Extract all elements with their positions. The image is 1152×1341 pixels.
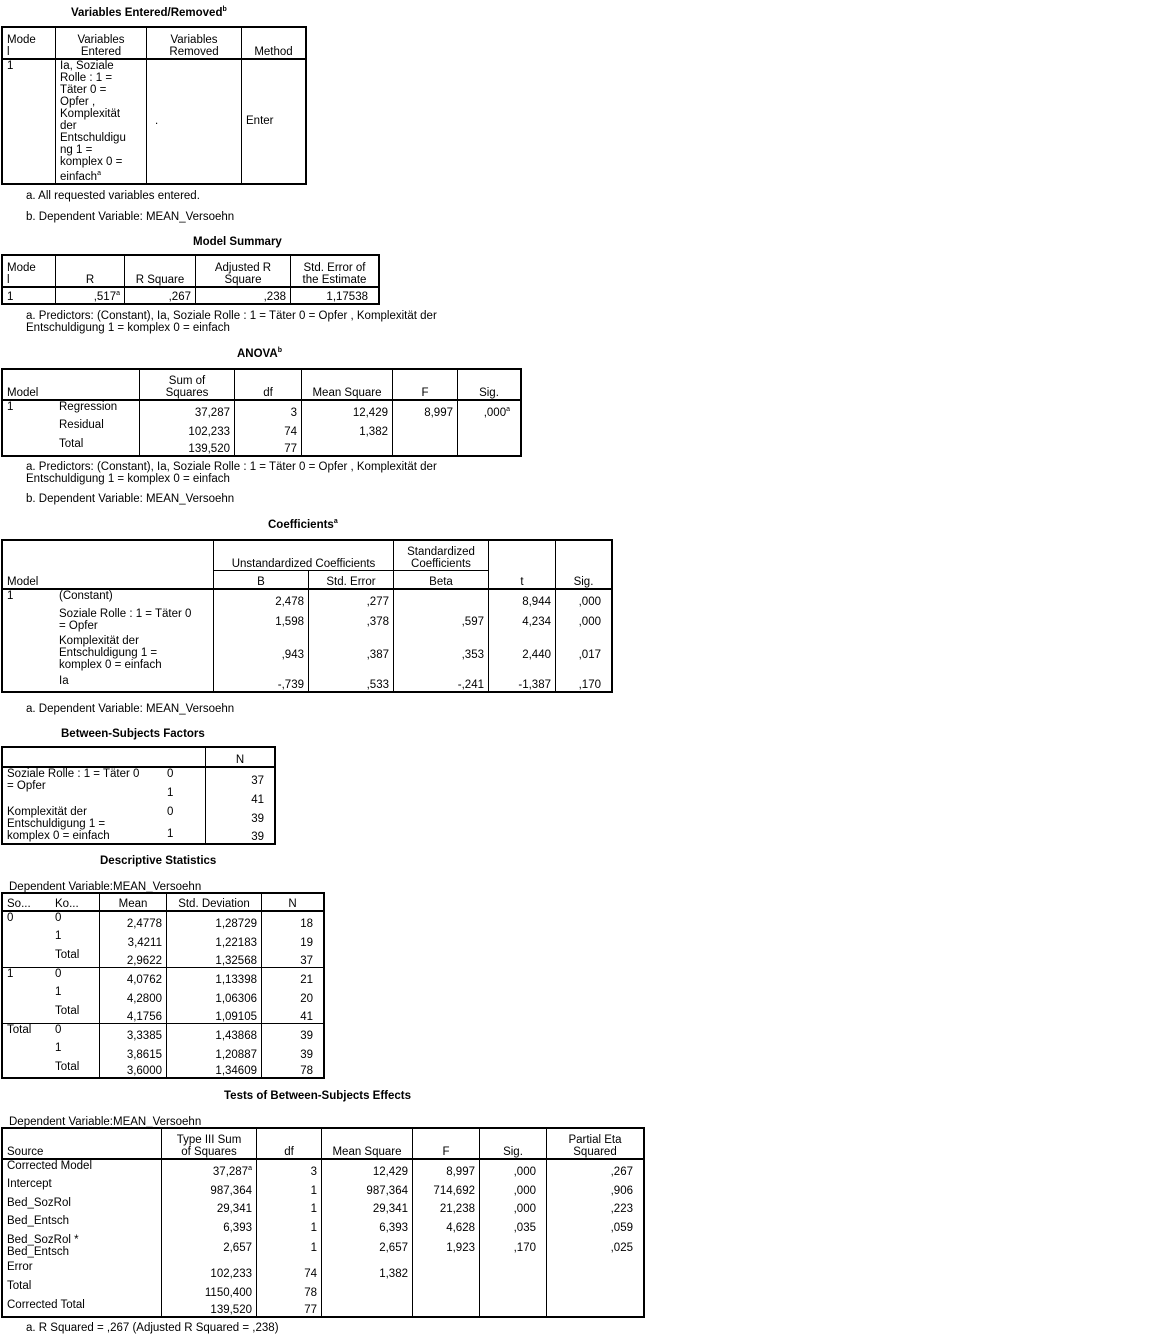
tests-source: Intercept bbox=[7, 1178, 52, 1190]
cell-t: 4,234 bbox=[489, 608, 556, 635]
col-n: N bbox=[206, 747, 276, 767]
cell-t: 8,944 bbox=[489, 589, 556, 608]
cell-model bbox=[2, 635, 55, 675]
bsf-n: 39 bbox=[206, 806, 276, 825]
cell-model bbox=[2, 675, 55, 692]
group-unstd: Unstandardized Coefficients bbox=[214, 540, 394, 570]
model-summary-note: a. Predictors: (Constant), Ia, Soziale Rolle : 1 = Täter 0 = Opfer , Komplexität der Entschuldigung 1 = komplex 0 = einfach bbox=[26, 310, 437, 334]
tests-df: 1 bbox=[257, 1178, 322, 1197]
cell-t: -1,387 bbox=[489, 675, 556, 692]
tests-ss: 987,364 bbox=[162, 1178, 257, 1197]
cell-ms: 12,429 bbox=[302, 400, 393, 419]
col-source: Source bbox=[2, 1128, 162, 1159]
cell-model: 1 bbox=[7, 60, 14, 72]
col-ms: Mean Square bbox=[302, 369, 393, 400]
tests-eta bbox=[547, 1261, 645, 1280]
cell-se: 1,17538 bbox=[291, 287, 380, 304]
bsf-factor-label: Komplexität der Entschuldigung 1 = komplex 0 = einfach bbox=[7, 806, 110, 842]
tests-ms: 1,382 bbox=[322, 1261, 413, 1280]
tests-df: 1 bbox=[257, 1197, 322, 1215]
desc-mean: 3,6000 bbox=[100, 1061, 167, 1078]
tests-eta: ,059 bbox=[547, 1215, 645, 1234]
desc-ko: 1 bbox=[55, 930, 62, 942]
tests-f: 21,238 bbox=[413, 1197, 480, 1215]
col-method: Method bbox=[242, 27, 307, 59]
tests-ss: 1150,400 bbox=[162, 1280, 257, 1299]
coef-row-soziale-rolle bbox=[2, 608, 612, 635]
tests-row bbox=[2, 1197, 644, 1215]
col-std-error: Std. Error of the Estimate bbox=[291, 255, 380, 287]
tests-ss: 139,520 bbox=[162, 1299, 257, 1317]
col-eta: Partial Eta Squared bbox=[547, 1128, 645, 1159]
cell-label: Total bbox=[59, 438, 84, 450]
var-entered-title: Variables Entered/Removed$^b$ bbox=[71, 6, 227, 19]
desc-row bbox=[2, 930, 324, 949]
desc-table bbox=[1, 892, 325, 1079]
cell-r: ,517$^a$ bbox=[56, 287, 125, 304]
desc-sd: 1,20887 bbox=[167, 1042, 262, 1061]
anova-table bbox=[1, 368, 522, 457]
cell-label: Residual bbox=[59, 419, 104, 431]
coef-row-komplexitaet bbox=[2, 635, 612, 675]
tests-ss: 102,233 bbox=[162, 1261, 257, 1280]
anova-note-a: a. Predictors: (Constant), Ia, Soziale Rolle : 1 = Täter 0 = Opfer , Komplexität der Entschuldigung 1 = komplex 0 = einfach bbox=[26, 461, 437, 485]
var-entered-note-a: a. All requested variables entered. bbox=[26, 190, 200, 202]
col-sig: Sig. bbox=[458, 369, 522, 400]
cell-beta: -,241 bbox=[394, 675, 489, 692]
cell-ss: 37,287 bbox=[140, 400, 235, 419]
model-summary-table bbox=[1, 254, 380, 305]
desc-row bbox=[2, 949, 324, 967]
tests-row bbox=[2, 1215, 644, 1234]
tests-dv: Dependent Variable:MEAN_Versoehn bbox=[9, 1116, 202, 1128]
cell-label: (Constant) bbox=[59, 590, 113, 602]
tests-eta: ,223 bbox=[547, 1197, 645, 1215]
tests-ss: 2,657 bbox=[162, 1234, 257, 1261]
tests-eta bbox=[547, 1299, 645, 1317]
cell-df: 3 bbox=[235, 400, 302, 419]
desc-n: 39 bbox=[262, 1042, 325, 1061]
var-entered-table bbox=[1, 26, 307, 185]
desc-dv: Dependent Variable:MEAN_Versoehn bbox=[9, 881, 202, 893]
tests-sig: ,000 bbox=[480, 1159, 547, 1178]
hdr-blank-2 bbox=[163, 747, 206, 767]
tests-ss: 6,393 bbox=[162, 1215, 257, 1234]
tests-df: 78 bbox=[257, 1280, 322, 1299]
desc-row bbox=[2, 911, 324, 930]
anova-row-regression bbox=[2, 400, 521, 419]
col-mean: Mean bbox=[100, 893, 167, 911]
desc-mean: 3,8615 bbox=[100, 1042, 167, 1061]
col-df: df bbox=[257, 1128, 322, 1159]
desc-ko: 0 bbox=[55, 912, 62, 924]
desc-ko: 0 bbox=[51, 967, 100, 986]
desc-sd: 1,34609 bbox=[167, 1061, 262, 1078]
desc-title: Descriptive Statistics bbox=[100, 855, 217, 867]
tests-ms: 987,364 bbox=[322, 1178, 413, 1197]
hdr-blank-t bbox=[489, 540, 556, 570]
col-label bbox=[55, 570, 214, 589]
desc-sd: 1,13398 bbox=[167, 967, 262, 986]
tests-df: 1 bbox=[257, 1234, 322, 1261]
anova-row-residual bbox=[2, 419, 521, 438]
tests-sig: ,000 bbox=[480, 1178, 547, 1197]
bsf-table bbox=[1, 746, 276, 845]
cell-model: 1 bbox=[7, 590, 14, 602]
desc-so: Total bbox=[7, 1023, 32, 1036]
desc-mean: 4,2800 bbox=[100, 986, 167, 1005]
col-sd: Std. Deviation bbox=[167, 893, 262, 911]
desc-n: 18 bbox=[262, 911, 325, 930]
desc-mean: 2,9622 bbox=[100, 949, 167, 967]
hdr-blank-sig bbox=[556, 540, 613, 570]
cell-f bbox=[393, 438, 458, 456]
col-df: df bbox=[235, 369, 302, 400]
desc-row bbox=[2, 986, 324, 1005]
cell-model: 1 bbox=[7, 291, 14, 303]
tests-sig: ,170 bbox=[480, 1234, 547, 1261]
tests-source: Corrected Total bbox=[7, 1299, 85, 1311]
cell-f bbox=[393, 419, 458, 438]
cell-removed: . bbox=[147, 59, 242, 184]
model-summary-title: Model Summary bbox=[193, 236, 282, 248]
cell-se: ,533 bbox=[309, 675, 394, 692]
hdr-blank-1 bbox=[2, 747, 163, 767]
cell-beta: ,597 bbox=[394, 608, 489, 635]
cell-entered: Ia, Soziale Rolle : 1 = Täter 0 = Opfer , Komplexität der Entschuldigu ng 1 = komplex 0 = einfach$^a$ bbox=[56, 59, 147, 184]
col-model: Model bbox=[2, 369, 55, 400]
cell-b: -,739 bbox=[214, 675, 309, 692]
desc-n: 39 bbox=[262, 1023, 325, 1042]
tests-f: 714,692 bbox=[413, 1178, 480, 1197]
desc-n: 20 bbox=[262, 986, 325, 1005]
tests-ms: 12,429 bbox=[322, 1159, 413, 1178]
bsf-n: 41 bbox=[206, 787, 276, 806]
tests-row bbox=[2, 1234, 644, 1261]
col-f: F bbox=[393, 369, 458, 400]
tests-f bbox=[413, 1280, 480, 1299]
tests-source: Bed_Entsch bbox=[7, 1215, 70, 1227]
tests-ss: 29,341 bbox=[162, 1197, 257, 1215]
tests-ss: 37,287$^a$ bbox=[162, 1159, 257, 1178]
hdr-blank-2 bbox=[55, 540, 214, 570]
tests-sig bbox=[480, 1280, 547, 1299]
cell-beta: ,353 bbox=[394, 635, 489, 675]
desc-sd: 1,09105 bbox=[167, 1005, 262, 1023]
anova-note-b: b. Dependent Variable: MEAN_Versoehn bbox=[26, 493, 235, 505]
desc-so: 0 bbox=[7, 912, 14, 924]
tests-f: 8,997 bbox=[413, 1159, 480, 1178]
col-sig: Sig. bbox=[480, 1128, 547, 1159]
tests-source: Corrected Model bbox=[7, 1160, 93, 1172]
tests-source: Bed_SozRol * Bed_Entsch bbox=[7, 1234, 79, 1258]
bsf-factor-label: Soziale Rolle : 1 = Täter 0 = Opfer bbox=[7, 768, 140, 792]
col-removed: Variables Removed bbox=[147, 27, 242, 59]
tests-df: 1 bbox=[257, 1215, 322, 1234]
tests-df: 74 bbox=[257, 1261, 322, 1280]
tests-ms: 2,657 bbox=[322, 1234, 413, 1261]
bsf-title: Between-Subjects Factors bbox=[61, 728, 205, 740]
desc-ko: Total bbox=[51, 1005, 100, 1023]
bsf-n: 37 bbox=[206, 767, 276, 787]
desc-n: 21 bbox=[262, 967, 325, 986]
desc-row bbox=[2, 1061, 324, 1078]
cell-sig: ,000 bbox=[556, 589, 613, 608]
desc-sd: 1,06306 bbox=[167, 986, 262, 1005]
cell-sig: ,170 bbox=[556, 675, 613, 692]
tests-sig: ,000 bbox=[480, 1197, 547, 1215]
col-t: t bbox=[489, 570, 556, 589]
bsf-level: 1 bbox=[167, 828, 174, 840]
desc-sd: 1,43868 bbox=[167, 1023, 262, 1042]
desc-sd: 1,32568 bbox=[167, 949, 262, 967]
col-ko: Ko... bbox=[51, 893, 100, 911]
desc-row bbox=[2, 1023, 324, 1042]
cell-sig: ,000$^a$ bbox=[458, 400, 522, 419]
tests-f bbox=[413, 1299, 480, 1317]
tests-row bbox=[2, 1178, 644, 1197]
cell-ms: 1,382 bbox=[302, 419, 393, 438]
tests-row bbox=[2, 1280, 644, 1299]
tests-row bbox=[2, 1261, 644, 1280]
tests-ms bbox=[322, 1280, 413, 1299]
desc-mean: 3,3385 bbox=[100, 1023, 167, 1042]
desc-n: 78 bbox=[262, 1061, 325, 1078]
cell-beta bbox=[394, 589, 489, 608]
cell-label: Ia bbox=[59, 675, 69, 687]
tests-f bbox=[413, 1261, 480, 1280]
bsf-level: 1 bbox=[167, 787, 174, 799]
col-model: Mode l bbox=[2, 27, 56, 59]
coef-row-constant bbox=[2, 589, 612, 608]
cell-ms bbox=[302, 438, 393, 456]
cell-model: 1 bbox=[7, 401, 14, 413]
tests-f: 1,923 bbox=[413, 1234, 480, 1261]
tests-row bbox=[2, 1159, 644, 1178]
tests-row bbox=[2, 1299, 644, 1317]
cell-ss: 102,233 bbox=[140, 419, 235, 438]
desc-row bbox=[2, 967, 324, 986]
tests-eta: ,025 bbox=[547, 1234, 645, 1261]
tests-df: 3 bbox=[257, 1159, 322, 1178]
tests-table bbox=[1, 1127, 645, 1318]
desc-n: 37 bbox=[262, 949, 325, 967]
cell-adj: ,238 bbox=[196, 287, 291, 304]
col-so: So... bbox=[2, 893, 51, 911]
tests-ms: 6,393 bbox=[322, 1215, 413, 1234]
cell-sig: ,000 bbox=[556, 608, 613, 635]
anova-row-total bbox=[2, 438, 521, 456]
coef-note: a. Dependent Variable: MEAN_Versoehn bbox=[26, 703, 235, 715]
tests-sig bbox=[480, 1299, 547, 1317]
tests-eta: ,267 bbox=[547, 1159, 645, 1178]
hdr-blank-1 bbox=[2, 540, 55, 570]
col-std-error: Std. Error bbox=[309, 570, 394, 589]
desc-mean: 4,1756 bbox=[100, 1005, 167, 1023]
anova-title: ANOVA$^b$ bbox=[237, 347, 282, 360]
cell-ss: 139,520 bbox=[140, 438, 235, 456]
cell-model bbox=[2, 608, 55, 635]
col-r-square: R Square bbox=[125, 255, 196, 287]
cell-r-square: ,267 bbox=[125, 287, 196, 304]
tests-sig: ,035 bbox=[480, 1215, 547, 1234]
desc-sd: 1,28729 bbox=[167, 911, 262, 930]
desc-mean: 4,0762 bbox=[100, 967, 167, 986]
col-r: R bbox=[56, 255, 125, 287]
tests-ms: 29,341 bbox=[322, 1197, 413, 1215]
cell-se: ,378 bbox=[309, 608, 394, 635]
col-beta: Beta bbox=[394, 570, 489, 589]
tests-sig bbox=[480, 1261, 547, 1280]
coef-table bbox=[1, 539, 613, 693]
cell-label: Komplexität der Entschuldigung 1 = komplex 0 = einfach bbox=[59, 635, 162, 671]
cell-sig: ,017 bbox=[556, 635, 613, 675]
cell-method: Enter bbox=[242, 59, 307, 184]
col-adj-r-square: Adjusted R Square bbox=[196, 255, 291, 287]
desc-row bbox=[2, 1005, 324, 1023]
tests-title: Tests of Between-Subjects Effects bbox=[224, 1090, 412, 1102]
cell-df: 77 bbox=[235, 438, 302, 456]
bsf-level: 0 bbox=[167, 768, 174, 780]
var-entered-note-b: b. Dependent Variable: MEAN_Versoehn bbox=[26, 211, 235, 223]
desc-n: 19 bbox=[262, 930, 325, 949]
cell-se: ,277 bbox=[309, 589, 394, 608]
desc-ko: 1 bbox=[55, 986, 62, 998]
desc-row bbox=[2, 1042, 324, 1061]
tests-eta: ,906 bbox=[547, 1178, 645, 1197]
cell-model bbox=[2, 438, 55, 456]
cell-b: ,943 bbox=[214, 635, 309, 675]
tests-df: 77 bbox=[257, 1299, 322, 1317]
cell-f: 8,997 bbox=[393, 400, 458, 419]
tests-note: a. R Squared = ,267 (Adjusted R Squared = ,238) bbox=[26, 1322, 279, 1334]
bsf-row bbox=[2, 767, 275, 787]
bsf-level: 0 bbox=[167, 806, 174, 818]
cell-sig bbox=[458, 438, 522, 456]
cell-label: Soziale Rolle : 1 = Täter 0 = Opfer bbox=[59, 608, 192, 632]
col-ms: Mean Square bbox=[322, 1128, 413, 1159]
desc-ko: 1 bbox=[55, 1042, 62, 1054]
col-model: Mode l bbox=[2, 255, 56, 287]
desc-sd: 1,22183 bbox=[167, 930, 262, 949]
tests-eta bbox=[547, 1280, 645, 1299]
cell-t: 2,440 bbox=[489, 635, 556, 675]
desc-ko: Total bbox=[55, 1061, 80, 1073]
coef-title: Coefficients$^a$ bbox=[268, 518, 338, 531]
tests-f: 4,628 bbox=[413, 1215, 480, 1234]
tests-source: Total bbox=[7, 1280, 32, 1292]
cell-df: 74 bbox=[235, 419, 302, 438]
col-n: N bbox=[262, 893, 325, 911]
desc-mean: 3,4211 bbox=[100, 930, 167, 949]
col-entered: Variables Entered bbox=[56, 27, 147, 59]
cell-se: ,387 bbox=[309, 635, 394, 675]
group-std: Standardized Coefficients bbox=[394, 540, 489, 570]
cell-label: Regression bbox=[59, 401, 118, 413]
tests-ms bbox=[322, 1299, 413, 1317]
bsf-row bbox=[2, 806, 275, 825]
col-ss: Type III Sum of Squares bbox=[162, 1128, 257, 1159]
desc-n: 41 bbox=[262, 1005, 325, 1023]
desc-ko: 0 bbox=[55, 1023, 62, 1036]
coef-row-ia bbox=[2, 675, 612, 692]
bsf-n: 39 bbox=[206, 825, 276, 844]
cell-b: 1,598 bbox=[214, 608, 309, 635]
desc-ko: Total bbox=[51, 949, 100, 967]
col-f: F bbox=[413, 1128, 480, 1159]
col-sig: Sig. bbox=[556, 570, 613, 589]
col-label bbox=[55, 369, 140, 400]
cell-model bbox=[2, 419, 55, 438]
tests-source: Bed_SozRol bbox=[7, 1197, 71, 1209]
desc-mean: 2,4778 bbox=[100, 911, 167, 930]
col-ss: Sum of Squares bbox=[140, 369, 235, 400]
col-model: Model bbox=[2, 570, 55, 589]
cell-sig bbox=[458, 419, 522, 438]
col-b: B bbox=[214, 570, 309, 589]
tests-source: Error bbox=[7, 1261, 33, 1273]
desc-so: 1 bbox=[2, 967, 51, 1023]
cell-b: 2,478 bbox=[214, 589, 309, 608]
